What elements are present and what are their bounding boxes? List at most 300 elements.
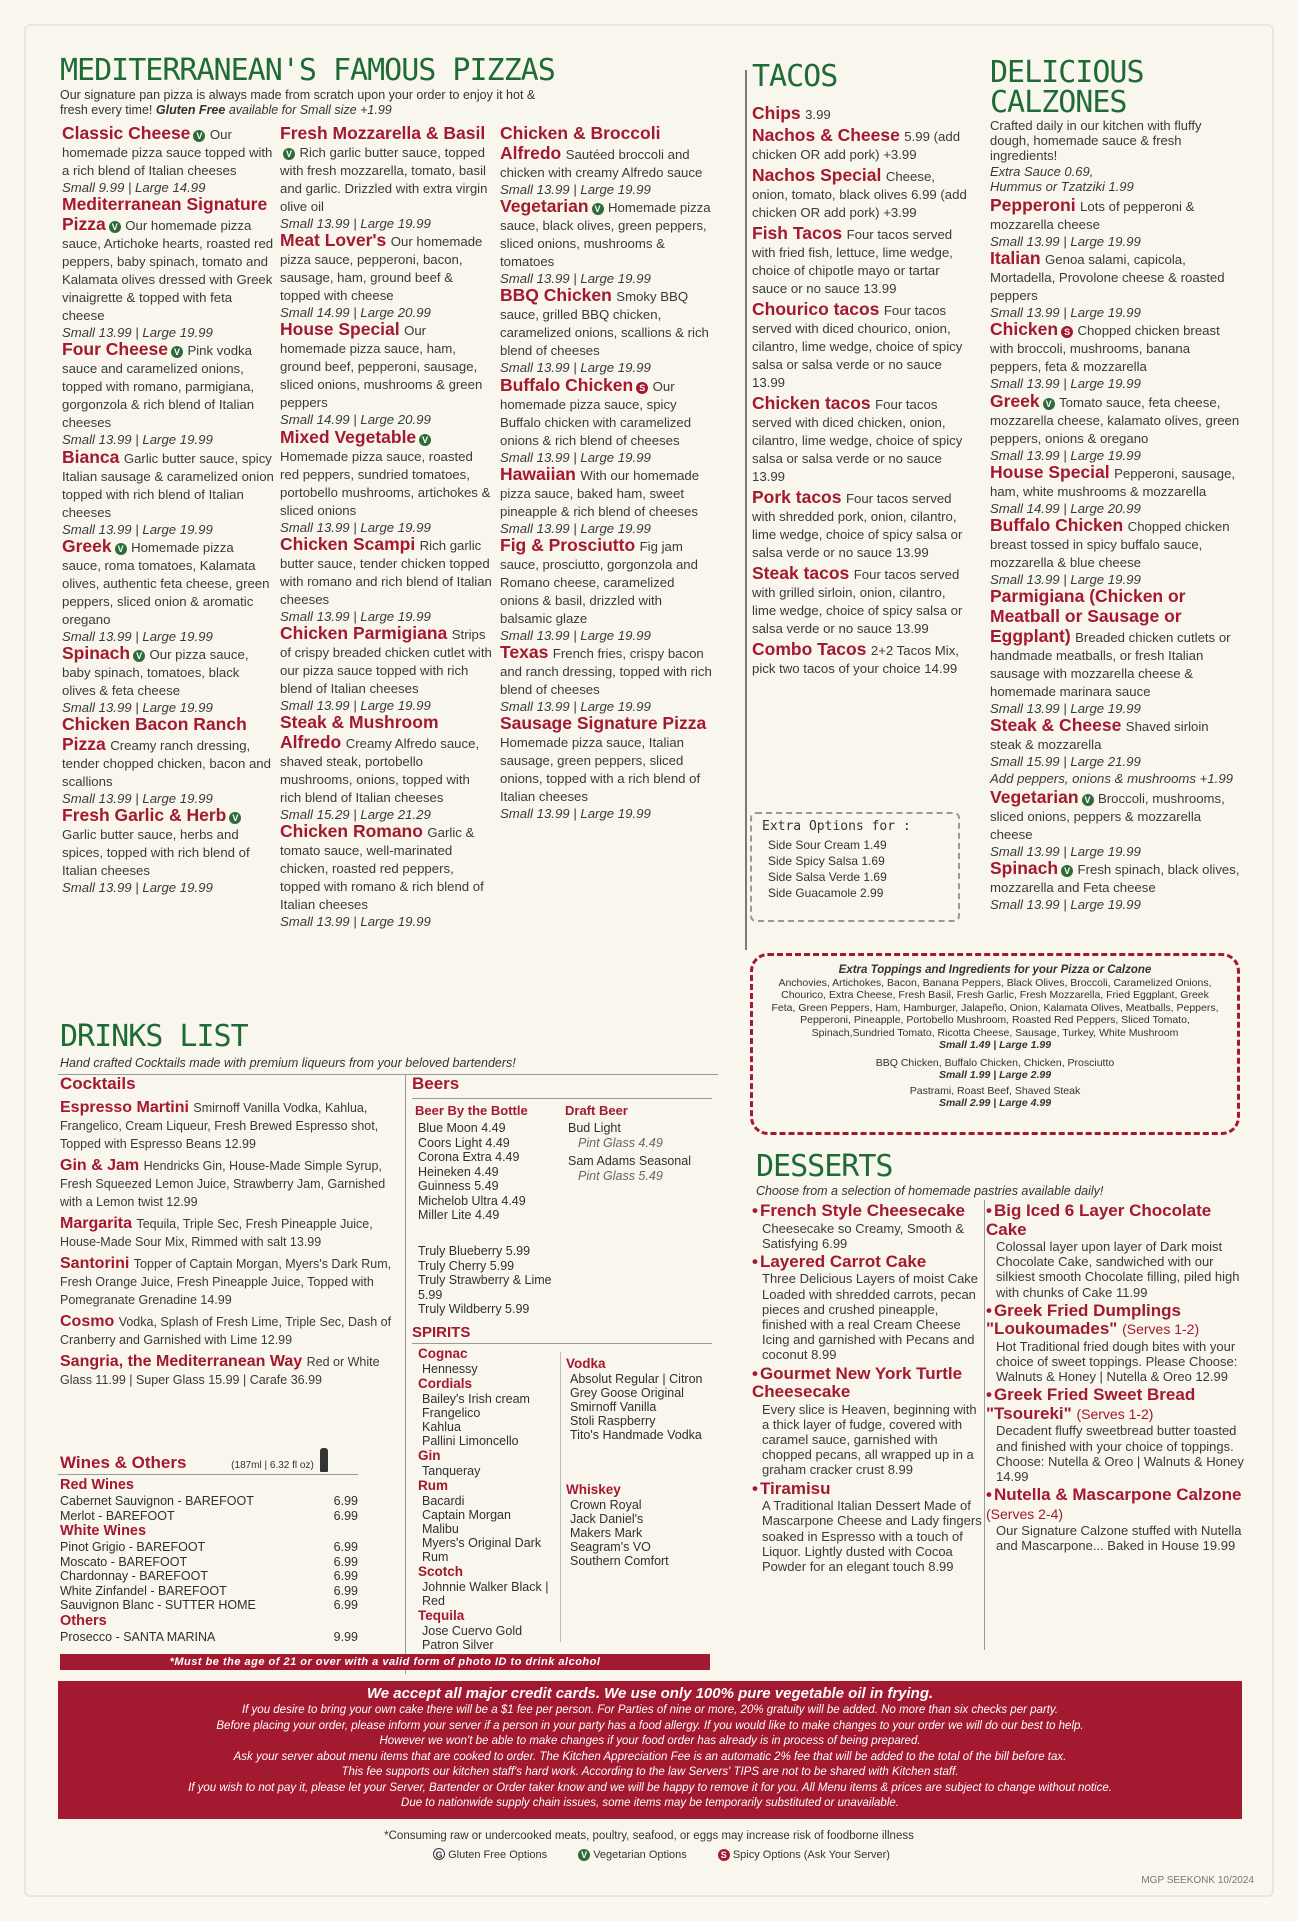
cocktails-title: Cocktails	[60, 1074, 136, 1093]
beers-title: Beers	[412, 1074, 460, 1093]
spirit-item: Stoli Raspberry	[570, 1414, 656, 1428]
calzone-item	[990, 463, 1240, 516]
dessert-item	[752, 1365, 982, 1478]
bottle-title: Beer By the Bottle	[415, 1103, 528, 1118]
pizza-name: Chicken Romano	[280, 821, 423, 842]
vegetarian-icon: V	[1061, 865, 1073, 877]
toppings-list: Anchovies, Artichokes, Bacon, Banana Peppers, Black Olives, Broccoli, Caramelized Onions, Chourico, Extra Cheese, Fresh Basil, Fresh Garlic, Fresh Mozzarella, Fried Eggplant, Greek Feta, Green Peppers, Ham, Hamburger, Jalapeño, Onion, Kalamata Olives, Meatballs, Peppers, Pepperoni, Pineapple, Portobello Mushroom, Roasted Red Peppers, Sliced Tomato, Spinach,Sundried Tomato, Ricotta Cheese, Sausage, Turkey, White Mushroom	[771, 976, 1219, 1039]
pizza-price: Small 14.99 | Large 20.99	[280, 412, 431, 428]
pizza-price: Small 13.99 | Large 19.99	[500, 360, 651, 376]
wine-row	[60, 1630, 358, 1645]
spirit-item: Absolut Regular | Citron	[570, 1372, 703, 1386]
wine-row	[60, 1555, 358, 1570]
pizza-item	[500, 714, 712, 821]
pizza-description: Pink vodka sauce and caramelized onions, topped with romano, parmigiana, gorgonzola & rich blend of Italian cheeses	[62, 343, 255, 431]
pizza-price: Small 13.99 | Large 19.99	[62, 628, 213, 644]
calzones-list	[990, 196, 1240, 912]
bottle-beer: Coors Light 4.49	[418, 1135, 510, 1150]
dessert-name-text: Nutella & Mascarpone Calzone	[993, 1485, 1242, 1505]
dessert-name-text: Gourmet New York Turtle Cheesecake	[752, 1363, 963, 1402]
calzone-price: Small 13.99 | Large 19.99	[990, 376, 1141, 392]
pizza-description: Our homemade pizza sauce, ham, ground beef, pepperoni, sausage, sliced onions, mushrooms & green peppers	[280, 323, 483, 411]
spirit-item: Seagram's VO	[570, 1540, 651, 1554]
calzone-price: Small 15.99 | Large 21.99	[990, 754, 1141, 770]
dessert-name-text: Greek Fried Sweet Bread "Tsoureki"	[986, 1385, 1196, 1423]
calzones-hummus: Hummus or Tzatziki 1.99	[990, 178, 1134, 194]
spirit-item: Malibu	[422, 1522, 459, 1536]
spirit-item: Pallini Limoncello	[422, 1434, 519, 1448]
spirit-item: Bacardi	[422, 1494, 465, 1508]
pizza-price: Small 13.99 | Large 19.99	[500, 628, 651, 644]
dessert-description: Three Delicious Layers of moist Cake Loaded with shredded carrots, pecan pieces and crushed pineapple, finished with a real Cream Cheese Icing and garnished with Pecans and coconut 8.99	[762, 1271, 979, 1363]
vegetarian-icon: V	[171, 346, 183, 358]
pizza-description: Strips of crispy breaded chicken cutlet with our pizza sauce topped with rich blend of Italian cheeses	[280, 627, 492, 697]
spirit-group-title: Whiskey	[566, 1482, 621, 1497]
wine-name: Sauvignon Blanc - SUTTER HOME	[60, 1598, 256, 1612]
dessert-name	[986, 1386, 1246, 1423]
taco-description: 2+2 Tacos Mix, pick two tacos of your choice 14.99	[752, 643, 959, 676]
calzone-item	[990, 320, 1240, 391]
spicy-icon: S	[1061, 326, 1073, 338]
banner-line: If you desire to bring your own cake there will be a $1 fee per person. For Parties of nine or more, 20% gratuity will be added. No more than six checks per party.	[241, 1704, 1059, 1716]
taco-item	[752, 300, 967, 392]
pizza-name: Fig & Prosciutto	[500, 535, 636, 556]
taco-description: Four tacos served with shredded pork, onion, cilantro, lime wedge, choice of spicy salsa or salsa verde or no sauce 13.99	[752, 491, 963, 560]
pizza-description: Rich garlic butter sauce, tender chicken topped with romano and rich blend of Italian cheeses	[280, 537, 492, 607]
pizza-description: Our homemade pizza sauce, spicy Buffalo chicken with caramelized onions & rich blend of cheeses	[500, 378, 692, 448]
pizza-price: Small 15.29 | Large 21.29	[280, 807, 431, 823]
spirit-item: Tito's Handmade Vodka	[570, 1428, 702, 1442]
pizza-name: Meat Lover's	[280, 230, 387, 251]
desserts-title: DESSERTS	[756, 1149, 893, 1184]
pizza-item	[500, 286, 712, 375]
pizza-price: Small 13.99 | Large 19.99	[500, 182, 651, 197]
truly-item: Truly Blueberry 5.99	[418, 1244, 531, 1258]
calzone-item	[990, 392, 1240, 463]
truly-item: Truly Strawberry & Lime 5.99	[418, 1273, 552, 1302]
dessert-description: Every slice is Heaven, beginning with a thick layer of fudge, covered with caramel sauce, garnished with chopped pecans, all wrapped up in a graham cracker crust 8.99	[762, 1401, 977, 1478]
taco-description: Cheese, onion, tomato, black olives 6.99 (add chicken OR add pork) +3.99	[752, 169, 967, 220]
vegetarian-icon: V	[115, 543, 127, 555]
pizza-item	[280, 428, 492, 535]
column-divider	[745, 70, 747, 950]
pizza-item	[62, 448, 274, 537]
pizzas-intro	[60, 88, 750, 118]
cocktail-name: Santorini	[60, 1255, 130, 1272]
dessert-name	[752, 1365, 982, 1402]
pizza-item	[280, 535, 492, 624]
taco-extra-item: Side Guacamole 2.99	[768, 886, 884, 900]
pizza-description: With our homemade pizza sauce, baked ham, sweet pineapple & rich blend of cheeses	[500, 467, 700, 519]
taco-name: Chips	[752, 103, 801, 123]
cocktail-name: Cosmo	[60, 1313, 115, 1330]
wine-row	[60, 1509, 358, 1524]
spirit-group-title: Tequila	[418, 1608, 465, 1623]
dessert-description: A Traditional Italian Dessert Made of Mascarpone Cheese and Lady fingers soaked in Espresso with a touch of Liquor. Lightly dusted with Cocoa Powder for an elegant touch 8.99	[762, 1498, 982, 1574]
banner-line: If you wish to not pay it, please let your Server, Bartender or Order taker know and we will be happy to remove it for you. All Menu items & prices are subject to change without notice.	[188, 1781, 1112, 1794]
wine-name: Prosecco - SANTA MARINA	[60, 1629, 216, 1644]
pizza-price: Small 13.99 | Large 19.99	[62, 325, 213, 341]
dessert-serves: (Serves 1-2)	[1076, 1405, 1154, 1422]
taco-extra-item: Side Sour Cream 1.49	[768, 838, 887, 852]
taco-extras-title: Extra Options for :	[762, 819, 911, 834]
pizza-item	[62, 537, 274, 644]
cocktail-item	[60, 1352, 400, 1389]
pizzas-title: MEDITERRANEAN'S FAMOUS PIZZAS	[60, 53, 555, 88]
wine-row	[60, 1584, 358, 1599]
legend-spicy	[715, 1849, 890, 1861]
spirit-item: Kahlua	[422, 1420, 461, 1434]
bottle-beer: Michelob Ultra 4.49	[418, 1193, 526, 1208]
tacos-list	[752, 104, 967, 680]
wine-name: Moscato - BAREFOOT	[60, 1554, 188, 1569]
calzone-price: Small 13.99 | Large 19.99	[990, 843, 1141, 859]
vegetarian-icon: V	[419, 434, 431, 446]
pizza-item	[500, 124, 712, 197]
pizza-price: Small 13.99 | Large 19.99	[280, 216, 431, 231]
calzone-price: Small 13.99 | Large 19.99	[990, 896, 1141, 912]
dessert-name	[986, 1486, 1246, 1523]
dessert-name-text: Greek Fried Dumplings "Loukoumades"	[986, 1300, 1181, 1339]
calzone-name: Italian	[990, 248, 1041, 269]
wine-name: Cabernet Sauvignon - BAREFOOT	[60, 1494, 254, 1508]
taco-item	[752, 488, 967, 562]
calzone-item	[990, 859, 1240, 912]
legend-spc-label: Spicy Options (Ask Your Server)	[732, 1848, 890, 1861]
taco-extra-item: Side Spicy Salsa 1.69	[768, 854, 885, 868]
pizza-item	[280, 713, 492, 822]
cocktail-description: Hendricks Gin, House-Made Simple Syrup, Fresh Squeezed Lemon Juice, Strawberry Jam, Garnished with a Lemon twist 12.99	[60, 1159, 386, 1209]
wines-divider	[58, 1474, 358, 1475]
dessert-description: Our Signature Calzone stuffed with Nutella and Mascarpone... Baked in House 19.99	[996, 1523, 1242, 1554]
legend-vegetarian	[575, 1849, 687, 1861]
dessert-description: Hot Traditional fried dough bites with your choice of sweet toppings. Please Choose: Walnuts & Honey | Nutella & Oreo 12.99	[996, 1338, 1238, 1385]
spirit-item: Captain Morgan	[422, 1508, 511, 1522]
toppings-group-3: Pastrami, Roast Beef, Shaved Steak	[909, 1084, 1081, 1097]
pizza-description: Homemade pizza sauce, roma tomatoes, Kalamata olives, authentic feta cheese, green peppers, sliced onion & aromatic oregano	[62, 539, 270, 627]
vegetarian-icon: V	[1043, 398, 1055, 410]
pizza-price: Small 13.99 | Large 19.99	[62, 880, 213, 896]
spirit-item: Crown Royal	[570, 1498, 642, 1512]
wine-name: Pinot Grigio - BAREFOOT	[60, 1540, 206, 1554]
bottle-beer: Heineken 4.49	[418, 1164, 499, 1179]
toppings-group-2: BBQ Chicken, Buffalo Chicken, Chicken, Prosciutto	[875, 1056, 1115, 1069]
taco-item	[752, 104, 967, 124]
calzone-description: Add peppers, onions & mushrooms +1.99	[990, 770, 1234, 786]
pizza-price: Small 13.99 | Large 19.99	[62, 521, 213, 537]
taco-name: Nachos Special	[752, 165, 882, 185]
desserts-intro: Choose from a selection of homemade pastries available daily!	[756, 1184, 1104, 1198]
calzone-item	[990, 196, 1240, 249]
pizza-price: Small 14.99 | Large 20.99	[280, 305, 431, 321]
wine-row	[60, 1494, 358, 1509]
taco-description: 5.99 (add chicken OR add pork) +3.99	[752, 129, 961, 162]
pizza-description: Homemade pizza sauce, black olives, green peppers, sliced onions, mushrooms & tomatoes	[500, 200, 711, 270]
dessert-description: Colossal layer upon layer of Dark moist Chocolate Cake, sandwiched with our silkiest smooth Chocolate filling, piled high with chunks of Cake 11.99	[996, 1239, 1240, 1300]
drinks-divider	[58, 1074, 718, 1075]
wine-price: 9.99	[333, 1629, 358, 1644]
dessert-name	[986, 1302, 1246, 1339]
consumer-warning: *Consuming raw or undercooked meats, poultry, seafood, or eggs may increase risk of foodborne illness	[384, 1830, 914, 1842]
wine-name: Merlot - BAREFOOT	[60, 1508, 175, 1523]
taco-description: Four tacos served with fried fish, lettuce, lime wedge, choice of chipotle mayo or tartar sauce or no sauce 13.99	[752, 227, 953, 296]
taco-item	[752, 640, 967, 678]
draft-beer-price: Pint Glass 4.49	[578, 1135, 663, 1150]
spirit-item: Frangelico	[422, 1406, 481, 1420]
wine-price: 6.99	[333, 1583, 358, 1598]
cocktail-description: Tequila, Triple Sec, Fresh Pineapple Juice, House-Made Sour Mix, Rimmed with salt 13.99	[60, 1217, 373, 1249]
pizza-name: House Special	[280, 319, 400, 340]
taco-name: Pork tacos	[752, 487, 842, 507]
cocktail-item	[60, 1312, 400, 1349]
pizza-item	[280, 320, 492, 427]
spirit-item: Johnnie Walker Black | Red	[422, 1580, 549, 1608]
drinks-divider-vertical	[405, 1074, 406, 1674]
calzone-price: Small 14.99 | Large 20.99	[990, 500, 1141, 516]
wines-list	[60, 1477, 358, 1644]
taco-item	[752, 166, 967, 222]
dessert-name-text: Big Iced 6 Layer Chocolate Cake	[986, 1201, 1212, 1239]
pizza-item	[500, 376, 712, 465]
pizza-description: Fig jam sauce, prosciutto, gorgonzola and Romano cheese, caramelized onions & basil, drizzled with balsamic glaze	[500, 539, 698, 627]
pizza-name: Hawaiian	[500, 463, 576, 484]
wine-group-title: Others	[60, 1612, 107, 1629]
cocktail-name: Sangria, the Mediterranean Way	[60, 1353, 303, 1370]
pizzas-intro-line1: Our signature pan pizza is always made from scratch upon your order to enjoy it hot &	[60, 88, 536, 102]
pizza-name: Chicken Bacon Ranch Pizza	[62, 714, 247, 755]
pizza-description: Sautéed broccoli and chicken with creamy Alfredo sauce	[500, 147, 703, 180]
pizza-price: Small 13.99 | Large 19.99	[500, 520, 651, 536]
bottle-beer: Blue Moon 4.49	[418, 1121, 506, 1135]
calzone-name: Pepperoni	[990, 195, 1076, 215]
calzone-item	[990, 788, 1240, 859]
pizza-item	[62, 644, 274, 715]
dessert-item	[986, 1202, 1246, 1300]
pizza-name: Texas	[500, 642, 549, 663]
spirits-title: SPIRITS	[412, 1324, 471, 1341]
spirit-group-title: Cognac	[418, 1346, 468, 1361]
pizza-name: Mediterranean Signature Pizza	[62, 194, 268, 235]
taco-description: 3.99	[805, 107, 831, 122]
pizza-name: Greek	[62, 535, 112, 556]
pizza-item	[62, 806, 274, 895]
calzone-name: Spinach	[990, 857, 1059, 878]
pizza-item	[500, 465, 712, 536]
calzone-name: Buffalo Chicken	[990, 515, 1124, 536]
toppings-price-2: Small 1.99 | Large 2.99	[938, 1069, 1052, 1081]
truly-item: Truly Wildberry 5.99	[418, 1302, 530, 1316]
taco-name: Chicken tacos	[752, 393, 871, 413]
policy-banner	[58, 1681, 1242, 1819]
dessert-item	[986, 1302, 1246, 1385]
dessert-name	[752, 1202, 982, 1221]
pizzas-intro-fresh: fresh every time!	[60, 103, 153, 117]
vegetarian-icon: V	[578, 1849, 590, 1861]
pizza-description: Our homemade pizza sauce, pepperoni, bacon, sausage, ham, ground beef & topped with cheese	[280, 234, 483, 304]
dessert-item	[986, 1386, 1246, 1484]
gluten-free-icon: G	[433, 1848, 445, 1860]
wine-price: 6.99	[333, 1569, 358, 1583]
age-notice: *Must be the age of 21 or over with a valid form of photo ID to drink alcohol	[60, 1654, 710, 1670]
wines-title-text: Wines & Others	[60, 1453, 187, 1472]
taco-name: Combo Tacos	[752, 639, 867, 659]
pizza-description: Homemade pizza sauce, Italian sausage, green peppers, sliced onions, topped with a rich blend of Italian cheeses	[500, 735, 701, 805]
pizza-description: Garlic & tomato sauce, well-marinated chicken, roasted red peppers, topped with romano & rich blend of Italian cheeses	[280, 825, 484, 913]
legend-gf-label: Gluten Free Options	[448, 1849, 548, 1861]
pizza-description: Garlic butter sauce, herbs and spices, topped with rich blend of Italian cheeses	[62, 827, 250, 879]
calzone-description: Fresh spinach, black olives, mozzarella and Feta cheese	[990, 861, 1240, 895]
spacer	[566, 1442, 711, 1482]
spirits-column-1	[418, 1346, 558, 1652]
pizza-price: Small 13.99 | Large 19.99	[500, 699, 651, 715]
pizza-description: Our pizza sauce, baby spinach, tomatoes, black olives & feta cheese	[62, 647, 249, 699]
calzone-item	[990, 516, 1240, 587]
wine-bottle-icon	[320, 1448, 328, 1472]
pizza-price: Small 13.99 | Large 19.99	[62, 791, 213, 807]
pizza-name: Buffalo Chicken	[500, 374, 634, 395]
spicy-icon: S	[718, 1849, 730, 1861]
vegetarian-icon: V	[229, 812, 241, 824]
pizza-price: Small 13.99 | Large 19.99	[500, 449, 651, 465]
toppings-title: Extra Toppings and Ingredients for your Pizza or Calzone	[838, 964, 1152, 976]
dessert-serves: (Serves 2-4)	[986, 1505, 1064, 1522]
pizza-column-3	[500, 124, 712, 822]
pizza-description: French fries, crispy bacon and ranch dressing, topped with rich blend of cheeses	[500, 646, 712, 698]
pizza-column-2	[280, 124, 492, 930]
pizza-name: Steak & Mushroom Alfredo	[280, 712, 439, 753]
pizza-item	[500, 197, 712, 286]
wine-row	[60, 1540, 358, 1555]
calzone-price: Small 13.99 | Large 19.99	[990, 572, 1141, 588]
cocktail-item	[60, 1098, 400, 1153]
draft-beer-price: Pint Glass 5.49	[578, 1168, 663, 1183]
pizza-item	[500, 643, 712, 714]
taco-item	[752, 394, 967, 486]
wine-price: 6.99	[333, 1494, 358, 1508]
pizza-name: Chicken & Broccoli Alfredo	[500, 123, 661, 163]
pizza-description: Rich garlic butter sauce, topped with fresh mozzarella, tomato, basil and garlic. Drizzled with extra virgin olive oil	[280, 145, 488, 214]
wine-price: 6.99	[333, 1598, 358, 1612]
dessert-name-text: Layered Carrot Cake	[759, 1251, 927, 1271]
pizza-name: Fresh Mozzarella & Basil	[280, 123, 486, 143]
bottle-beer: Miller Lite 4.49	[418, 1208, 500, 1222]
calzones-intro-text: Crafted daily in our kitchen with fluffy dough, homemade sauce & fresh ingredients!	[990, 118, 1202, 164]
taco-extra-item: Side Salsa Verde 1.69	[768, 870, 887, 884]
wines-title	[60, 1448, 328, 1473]
pizza-name: Classic Cheese	[62, 123, 191, 143]
spirit-item: Jack Daniel's	[570, 1512, 644, 1526]
pizza-description: Creamy Alfredo sauce, shaved steak, portobello mushrooms, onions, topped with rich blend of Italian cheeses	[280, 736, 480, 806]
banner-line: However we won't be able to make changes if your food order has already is in process of being prepared.	[379, 1735, 921, 1747]
calzone-description: Lots of pepperoni & mozzarella cheese	[990, 199, 1195, 232]
calzones-extra-sauce: Extra Sauce 0.69,	[990, 163, 1094, 179]
pizza-description: Creamy ranch dressing, tender chopped chicken, bacon and scallions	[62, 738, 271, 790]
spirit-group-title: Cordials	[418, 1376, 473, 1391]
calzone-description: Tomato sauce, feta cheese, mozzarella cheese, kalamato olives, green peppers, onions & oregano	[990, 394, 1240, 446]
calzone-description: Chopped chicken breast tossed in spicy buffalo sauce, mozzarella & blue cheese	[990, 519, 1230, 571]
dessert-item	[752, 1202, 982, 1251]
wine-price: 6.99	[333, 1508, 358, 1523]
spirit-item: Southern Comfort	[570, 1554, 669, 1568]
calzone-description: Broccoli, mushrooms, sliced onions, peppers & mozzarella cheese	[990, 790, 1225, 842]
taco-name: Chourico tacos	[752, 299, 880, 319]
vegetarian-icon: V	[193, 130, 205, 142]
cocktail-name: Margarita	[60, 1215, 133, 1232]
cocktail-item	[60, 1214, 400, 1251]
calzone-price: Small 13.99 | Large 19.99	[990, 447, 1141, 463]
spirits-divider-vertical	[560, 1352, 561, 1642]
spirit-group-title: Scotch	[418, 1564, 464, 1579]
calzones-intro	[990, 118, 1240, 194]
spirit-item: Bailey's Irish cream	[422, 1392, 530, 1406]
vegetarian-icon: V	[109, 221, 121, 233]
pizza-price: Small 13.99 | Large 19.99	[280, 519, 431, 535]
wine-group-title: Red Wines	[60, 1477, 134, 1493]
calzone-description: Genoa salami, capicola, Mortadella, Provolone cheese & roasted peppers	[990, 252, 1225, 304]
pizza-description: Homemade pizza sauce, roasted red peppers, sundried tomatoes, portobello mushrooms, artichokes & sliced onions	[280, 448, 491, 518]
spirit-item: Tanqueray	[422, 1464, 481, 1478]
drinks-title: DRINKS LIST	[60, 1019, 248, 1054]
dessert-description: Decadent fluffy sweetbread butter toasted and finished with your choice of toppings. Choose: Nutella & Oreo | Walnuts & Honey 14.99	[996, 1423, 1244, 1485]
wine-price: 6.99	[333, 1540, 358, 1554]
pizza-item	[62, 715, 274, 806]
calzones-title	[990, 55, 1144, 120]
taco-extras-box	[750, 812, 960, 922]
spirits-column-2	[566, 1356, 711, 1568]
pizza-description: Our homemade pizza sauce topped with a rich blend of Italian cheeses	[62, 127, 273, 178]
dessert-name	[752, 1480, 982, 1499]
gluten-free-note: available for Small size +1.99	[228, 103, 392, 117]
pizza-price: Small 13.99 | Large 19.99	[62, 432, 213, 448]
banner-line: This fee supports our kitchen staff's hard work. According to the law Servers' TIPS are not to be shared with Kitchen staff.	[341, 1766, 959, 1778]
calzone-name: Vegetarian	[990, 786, 1079, 807]
vegetarian-icon: V	[283, 148, 295, 160]
spirit-item: Makers Mark	[570, 1526, 643, 1540]
cocktails-list	[60, 1098, 400, 1392]
draft-beer-name: Bud Light	[568, 1121, 621, 1135]
truly-item: Truly Cherry 5.99	[418, 1258, 515, 1273]
draft-list	[568, 1121, 708, 1187]
taco-description: Four tacos served with grilled sirloin, onion, cilantro, lime wedge, choice of spicy salsa or salsa verde or no sauce 13.99	[752, 567, 963, 636]
calzone-description: Pepperoni, sausage, ham, white mushrooms & mozzarella	[990, 465, 1236, 499]
calzone-description: Chopped chicken breast with broccoli, mushrooms, banana peppers, feta & mozzarella	[990, 323, 1220, 375]
taco-item	[752, 564, 967, 638]
pizza-name: Vegetarian	[500, 196, 589, 217]
calzone-item	[990, 770, 1240, 788]
spirit-item: Grey Goose Original	[570, 1386, 684, 1400]
cocktail-item	[60, 1156, 400, 1211]
pizza-item	[62, 340, 274, 447]
calzone-price: Small 13.99 | Large 19.99	[990, 305, 1141, 321]
legend-gluten-free	[430, 1848, 547, 1861]
calzone-name: Greek	[990, 390, 1040, 411]
calzone-price: Small 13.99 | Large 19.99	[990, 234, 1141, 249]
cocktail-item	[60, 1254, 400, 1309]
calzones-title-line1: DELICIOUS	[990, 55, 1144, 90]
desserts-column-2	[986, 1202, 1246, 1556]
spirit-item: Patron Silver	[422, 1638, 494, 1652]
dessert-name	[752, 1253, 982, 1272]
cocktail-name: Espresso Martini	[60, 1099, 189, 1116]
spirit-group-title: Vodka	[566, 1356, 606, 1371]
pizza-price: Small 13.99 | Large 19.99	[62, 700, 213, 716]
calzone-name: Steak & Cheese	[990, 715, 1122, 736]
pizza-name: Fresh Garlic & Herb	[62, 805, 227, 826]
desserts-column-1	[752, 1202, 982, 1576]
gluten-free-label: Gluten Free	[155, 103, 226, 117]
wine-name: Chardonnay - BAREFOOT	[60, 1569, 208, 1583]
spirit-item: Myers's Original Dark Rum	[422, 1536, 542, 1564]
